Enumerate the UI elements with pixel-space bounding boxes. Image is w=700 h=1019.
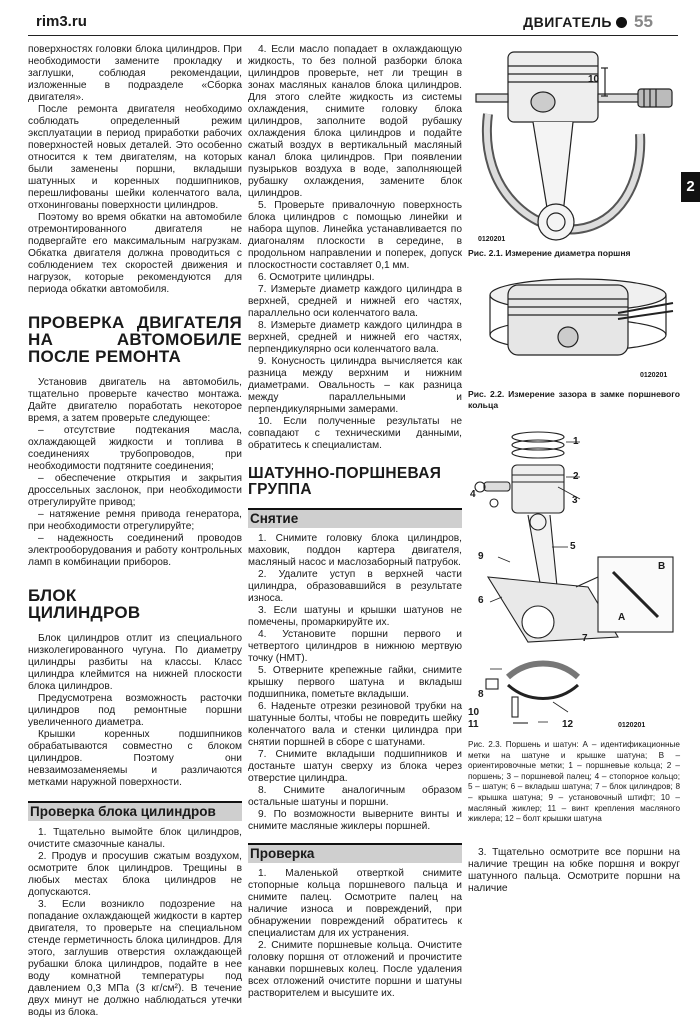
ring-gap-illustration	[468, 273, 680, 383]
callout-label: 12	[562, 719, 574, 730]
site-name: rim3.ru	[36, 13, 87, 30]
paragraph: поверхностях головки блока цилиндров. При необходимости замените прокладку и заглушки, соблюдая рекомендации, изложенные в подразделе «Сборка двигателя».	[28, 44, 242, 103]
step: 2. Снимите поршневые кольца. Очистите головку поршня от отложений и прочистите канавки поршневых колец. После удаления всех отложений очистите поршни и шатуны растворителем и высушите их.	[248, 940, 462, 999]
figure-label: 10	[588, 74, 600, 85]
step: 6. Наденьте отрезки резиновой трубки на шатунные болты, чтобы не повредить шейку коленчатого вала и стенки цилиндра при снятии поршней в сборе с шатунами.	[248, 701, 462, 748]
step: 9. Конусность цилиндра вычисляется как разница между верхним и нижним диаметрами. Овальность – как разница между параллельными и перпендикулярными замерами.	[248, 356, 462, 415]
bullet-dot-icon	[616, 17, 627, 28]
callout-label: 7	[582, 633, 588, 644]
header-rule	[28, 35, 678, 36]
step: 10. Если полученные результаты не совпадают с техническими данными, обратитесь к специалистам.	[248, 416, 462, 451]
page-number: 55	[634, 12, 653, 31]
paragraph: После ремонта двигателя необходимо соблюдать определенный режим эксплуатации в период приработки рабочих поверхностей новых деталей. Это особенно относится к тем двигателям, на которых были заменены поршни, вкладыши шатунных и коренных подшипников, перешлифованы шейки коленчатого вала, отхонингованы поверхности цилиндров.	[28, 104, 242, 211]
step: 4. Если масло попадает в охлаждающую жидкость, то без полной разборки блока цилиндров проверьте, нет ли трещин в зонах масляных каналов блока цилиндров. Для этого слейте жидкость из системы охлаждения, снимите головку блока цилиндров, заполните водой рубашку охлаждения блока цилиндров и подайте сжатый воздух в вертикальный масляный канал блока цилиндров. При появлении пузырьков воздуха в воде, заполняющей рубашку охлаждения, замените блок цилиндров.	[248, 44, 462, 199]
step: 1. Снимите головку блока цилиндров, маховик, поддон картера двигателя, масляный насос и маслозаборный патрубок.	[248, 533, 462, 568]
step: 8. Измерьте диаметр каждого цилиндра в верхней, средней и нижней его частях, перпендикулярно оси коленчатого вала.	[248, 320, 462, 355]
paragraph: Блок цилиндров отлит из специального низколегированного чугуна. По диаметру цилиндры разбиты на классы. Класс цилиндра клеймится на нижней плоскости блока цилиндров.	[28, 633, 242, 692]
step: 3. Если возникло подозрение на попадание охлаждающей жидкости в картер двигателя, то проверьте на специальном стенде герметичность блока цилиндров. Для этого, заглушив отверстия охлаждающей рубашки блока цилиндров, подайте в нее воду комнатной температуры под давлением 0,3 МПа (3 кг/см²). В течение двух минут не должно наблюдаться утечки воды из блока.	[28, 899, 242, 1018]
figure-code: 0120201	[640, 372, 668, 379]
step: 9. По возможности выверните винты и снимите масляные жиклеры поршней.	[248, 809, 462, 832]
figure-caption: Рис. 2.1. Измерение диаметра поршня	[468, 248, 631, 258]
callout-label: 11	[468, 719, 479, 730]
step: 3. Тщательно осмотрите все поршни на наличие трещин на юбке поршня и вокруг шатунного пальца. Осмотрите поршни на наличие	[468, 846, 680, 894]
figure-2-2	[468, 273, 680, 383]
paragraph: Поэтому во время обкатки на автомобиле отремонтированного двигателя не подвергайте его максимальным нагрузкам. Обкатка двигателя должна проводиться с соблюдением тех скоростей движения и нагрузок, которые рекомендуются для периода обкатки автомобиля.	[28, 212, 242, 295]
callout-label: B	[658, 561, 666, 572]
subsection-bar: Проверка	[248, 843, 462, 863]
paragraph: Крышки коренных подшипников обрабатываются совместно с блоком цилиндров. Поэтому они невзаимозаменяемы и различаются метками наружной поверхности.	[28, 729, 242, 788]
callout-label: A	[618, 612, 626, 623]
section-title: ДВИГАТЕЛЬ	[523, 14, 612, 30]
column-3	[468, 44, 680, 895]
step: 7. Измерьте диаметр каждого цилиндра в верхней, средней и нижней его частях, параллельно оси коленчатого вала.	[248, 284, 462, 319]
piston-micrometer-illustration	[468, 44, 680, 246]
callout-label: 1	[573, 436, 579, 447]
step: 6. Осмотрите цилиндры.	[258, 272, 375, 283]
figure-caption: Рис. 2.2. Измерение зазора в замке поршневого кольца	[468, 389, 680, 410]
step: 7. Снимите вкладыши подшипников и достаньте шатун сверху из блока через отверстие цилиндра.	[248, 749, 462, 784]
subsection-bar: Проверка блока цилиндров	[28, 801, 242, 821]
step: 5. Проверьте привалочную поверхность блока цилиндров с помощью линейки и набора щупов. Линейка устанавливается по диагоналям плоскости в середине, в продольном направлении и поперек, допуск плоскостности составляет 0,1 мм.	[248, 200, 462, 271]
figure-2-1	[468, 44, 680, 246]
step: 2. Продув и просушив сжатым воздухом, осмотрите блок цилиндров. Трещины в любых местах блока цилиндров не допускаются.	[28, 851, 242, 898]
callout-label: 2	[573, 471, 579, 482]
list-item: – натяжение ремня привода генератора, при необходимости отрегулируйте;	[28, 509, 242, 532]
step: 2. Удалите уступ в верхней части цилиндра, образовавшийся в результате износа.	[248, 569, 462, 604]
list-item: – отсутствие подтекания масла, охлаждающей жидкости и топлива в соединениях трубопроводов, при необходимости подтяните соединения;	[28, 425, 242, 472]
chapter-tab: 2	[681, 172, 700, 202]
column-1	[28, 44, 242, 1019]
section-heading: ШАТУННО-ПОРШНЕВАЯ ГРУППА	[248, 465, 442, 498]
figure-code: 0120201	[618, 722, 646, 729]
page-header	[0, 0, 700, 40]
step: 3. Если шатуны и крышки шатунов не помечены, промаркируйте их.	[248, 605, 462, 628]
figure-code: 0120201	[478, 236, 506, 243]
callout-label: 10	[468, 707, 480, 718]
list-item: – обеспечение открытия и закрытия дроссельных заслонок, при необходимости отрегулируйте привод;	[28, 473, 242, 508]
callout-label: 6	[478, 595, 484, 606]
paragraph: Предусмотрена возможность расточки цилиндров под ремонтные поршни увеличенного диаметра.	[28, 693, 242, 728]
step: 4. Установите поршни первого и четвертого цилиндров в нижнюю мертвую точку (НМТ).	[248, 629, 462, 664]
list-item: – надежность соединений проводов электрооборудования и работу контрольных ламп в комбинации приборов.	[28, 533, 242, 568]
figure-2-3	[468, 427, 680, 732]
callout-label: 4	[470, 489, 476, 500]
section-heading: ПРОВЕРКА ДВИГАТЕЛЯ НА АВТОМОБИЛЕ ПОСЛЕ РЕМОНТА	[28, 313, 242, 366]
column-2	[248, 44, 462, 1000]
figure-caption: Рис. 2.3. Поршень и шатун: А – идентификационные метки на шатуне и крышке шатуна; В – ориентировочные метки; 1 – поршневые кольца; 2 – поршень; 3 – поршневой палец; 4 – стопорное кольцо; 5 – шатун; 6 – вкладыш шатуна; 7 – блок цилиндров; 8 – крышка шатуна; 9 – установочный штифт; 10 – масляный жиклер; 11 – винт крепления масляного жиклера; 12 – болт крышки шатуна	[468, 740, 680, 824]
callout-label: 5	[570, 541, 576, 552]
step: 1. Маленькой отверткой снимите стопорные кольца поршневого пальца и снимите палец. Осмотрите палец на наличие износа и повреждений, при обнаружении повреждений обратитесь к специалистам для их устранения.	[248, 868, 462, 939]
callout-label: 3	[572, 495, 578, 506]
paragraph: Установив двигатель на автомобиль, тщательно проверьте качество монтажа. Дайте двигателю поработать некоторое время, а затем проверьте следующее:	[28, 377, 242, 424]
callout-label: 9	[478, 551, 484, 562]
step: 1. Тщательно вымойте блок цилиндров, очистите смазочные каналы.	[28, 827, 242, 850]
step: 5. Отверните крепежные гайки, снимите крышку первого шатуна и вкладыш подшипника, пометьте вкладыши.	[248, 665, 462, 700]
step: 8. Снимите аналогичным образом остальные шатуны и поршни.	[248, 785, 462, 808]
callout-label: 8	[478, 689, 484, 700]
section-heading: БЛОК ЦИЛИНДРОВ	[28, 586, 141, 622]
subsection-bar: Снятие	[248, 508, 462, 528]
